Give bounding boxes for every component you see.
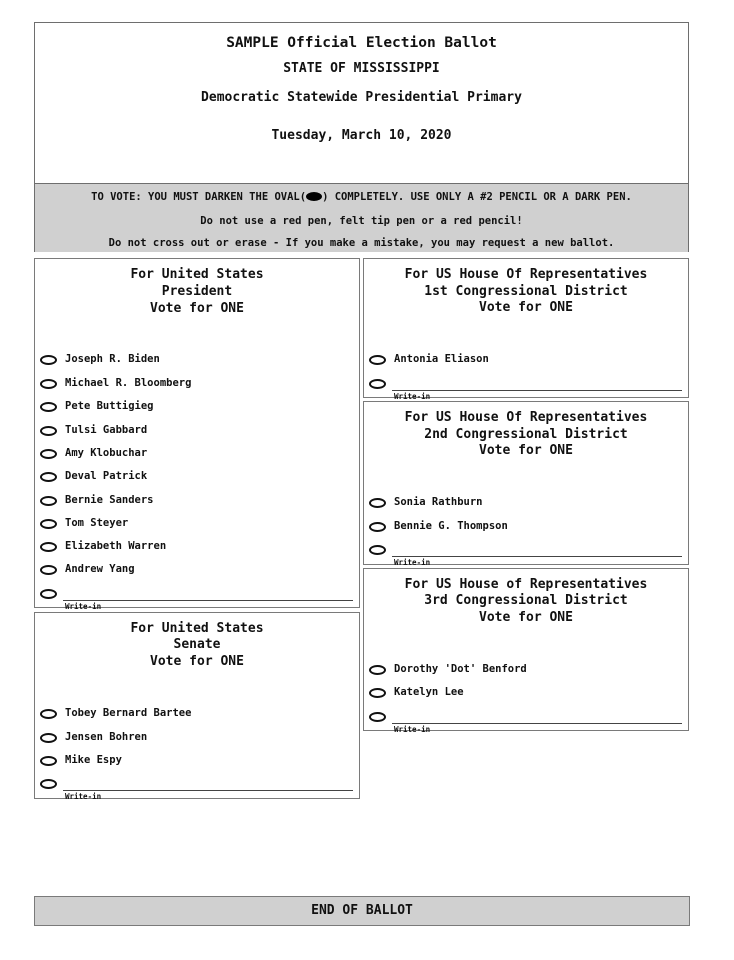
voting-instructions (35, 183, 688, 252)
candidate-option[interactable]: Bernie Sanders (35, 496, 359, 512)
race-vote-instruction: Vote for ONE (479, 610, 573, 625)
election-date: Tuesday, March 10, 2020 (271, 128, 452, 143)
race-office: 3rd Congressional District (424, 593, 628, 608)
oval-icon[interactable] (369, 355, 386, 365)
write-in-option[interactable]: Write-in (364, 712, 688, 728)
race-office: Senate (173, 637, 221, 652)
race-vote-instruction: Vote for ONE (150, 654, 244, 669)
state-name: STATE OF MISSISSIPPI (283, 61, 440, 76)
oval-icon[interactable] (369, 688, 386, 698)
ballot-title: SAMPLE Official Election Ballot (226, 35, 497, 51)
race-title: For United States (130, 621, 264, 636)
write-in-line[interactable] (63, 790, 353, 791)
race-office: 2nd Congressional District (424, 427, 628, 442)
instruction-line-2: Do not use a red pen, felt tip pen or a red pencil! (200, 215, 523, 227)
race-house-district-1 (363, 258, 689, 401)
write-in-option[interactable]: Write-in (364, 545, 688, 561)
oval-icon[interactable] (40, 589, 57, 599)
race-house-district-3 (363, 568, 689, 734)
race-office: President (161, 284, 233, 299)
race-senate (34, 612, 360, 799)
oval-icon[interactable] (40, 402, 57, 412)
candidate-option[interactable]: Sonia Rathburn (364, 498, 688, 514)
election-name: Democratic Statewide Presidential Primary (201, 90, 522, 105)
oval-icon[interactable] (369, 522, 386, 532)
oval-icon[interactable] (40, 355, 57, 365)
race-house-district-2 (363, 401, 689, 565)
candidate-option[interactable]: Amy Klobuchar (35, 449, 359, 465)
candidate-option[interactable]: Katelyn Lee (364, 688, 688, 704)
filled-oval-icon (306, 192, 322, 201)
ballot-header (34, 22, 689, 252)
race-title: For United States (130, 267, 264, 282)
candidate-option[interactable]: Antonia Eliason (364, 355, 688, 371)
candidate-option[interactable]: Pete Buttigieg (35, 402, 359, 418)
oval-icon[interactable] (40, 542, 57, 552)
oval-icon[interactable] (40, 733, 57, 743)
race-vote-instruction: Vote for ONE (150, 301, 244, 316)
oval-icon[interactable] (40, 565, 57, 575)
write-in-line[interactable] (392, 390, 682, 391)
race-vote-instruction: Vote for ONE (479, 443, 573, 458)
oval-icon[interactable] (369, 545, 386, 555)
oval-icon[interactable] (40, 449, 57, 459)
candidate-option[interactable]: Michael R. Bloomberg (35, 379, 359, 395)
write-in-option[interactable]: Write-in (364, 379, 688, 395)
oval-icon[interactable] (40, 756, 57, 766)
end-of-ballot: END OF BALLOT (34, 896, 690, 926)
oval-icon[interactable] (40, 496, 57, 506)
oval-icon[interactable] (369, 712, 386, 722)
candidate-option[interactable]: Tobey Bernard Bartee (35, 709, 359, 725)
instruction-line-1: TO VOTE: YOU MUST DARKEN THE OVAL( ) COMPLETELY. USE ONLY A #2 PENCIL OR A DARK PEN. (91, 191, 632, 203)
oval-icon[interactable] (369, 379, 386, 389)
oval-icon[interactable] (369, 665, 386, 675)
instruction-line-3: Do not cross out or erase - If you make a mistake, you may request a new ballot. (108, 237, 615, 249)
write-in-line[interactable] (63, 600, 353, 601)
oval-icon[interactable] (40, 379, 57, 389)
candidate-option[interactable]: Bennie G. Thompson (364, 522, 688, 538)
race-office: 1st Congressional District (424, 284, 628, 299)
race-title: For US House Of Representatives (404, 410, 648, 425)
race-title: For US House Of Representatives (404, 267, 648, 282)
candidate-option[interactable]: Dorothy 'Dot' Benford (364, 665, 688, 681)
race-vote-instruction: Vote for ONE (479, 300, 573, 315)
candidate-option[interactable]: Jensen Bohren (35, 733, 359, 749)
race-title: For US House of Representatives (404, 577, 648, 592)
write-in-option[interactable]: Write-in (35, 779, 359, 795)
oval-icon[interactable] (40, 426, 57, 436)
oval-icon[interactable] (369, 498, 386, 508)
candidate-option[interactable]: Tom Steyer (35, 519, 359, 535)
write-in-line[interactable] (392, 723, 682, 724)
candidate-option[interactable]: Mike Espy (35, 756, 359, 772)
oval-icon[interactable] (40, 472, 57, 482)
write-in-option[interactable]: Write-in (35, 589, 359, 605)
candidate-option[interactable]: Tulsi Gabbard (35, 426, 359, 442)
candidate-option[interactable]: Deval Patrick (35, 472, 359, 488)
candidate-option[interactable]: Andrew Yang (35, 565, 359, 581)
oval-icon[interactable] (40, 779, 57, 789)
candidate-option[interactable]: Elizabeth Warren (35, 542, 359, 558)
write-in-line[interactable] (392, 556, 682, 557)
candidate-option[interactable]: Joseph R. Biden (35, 355, 359, 371)
race-president (34, 258, 360, 611)
oval-icon[interactable] (40, 709, 57, 719)
oval-icon[interactable] (40, 519, 57, 529)
